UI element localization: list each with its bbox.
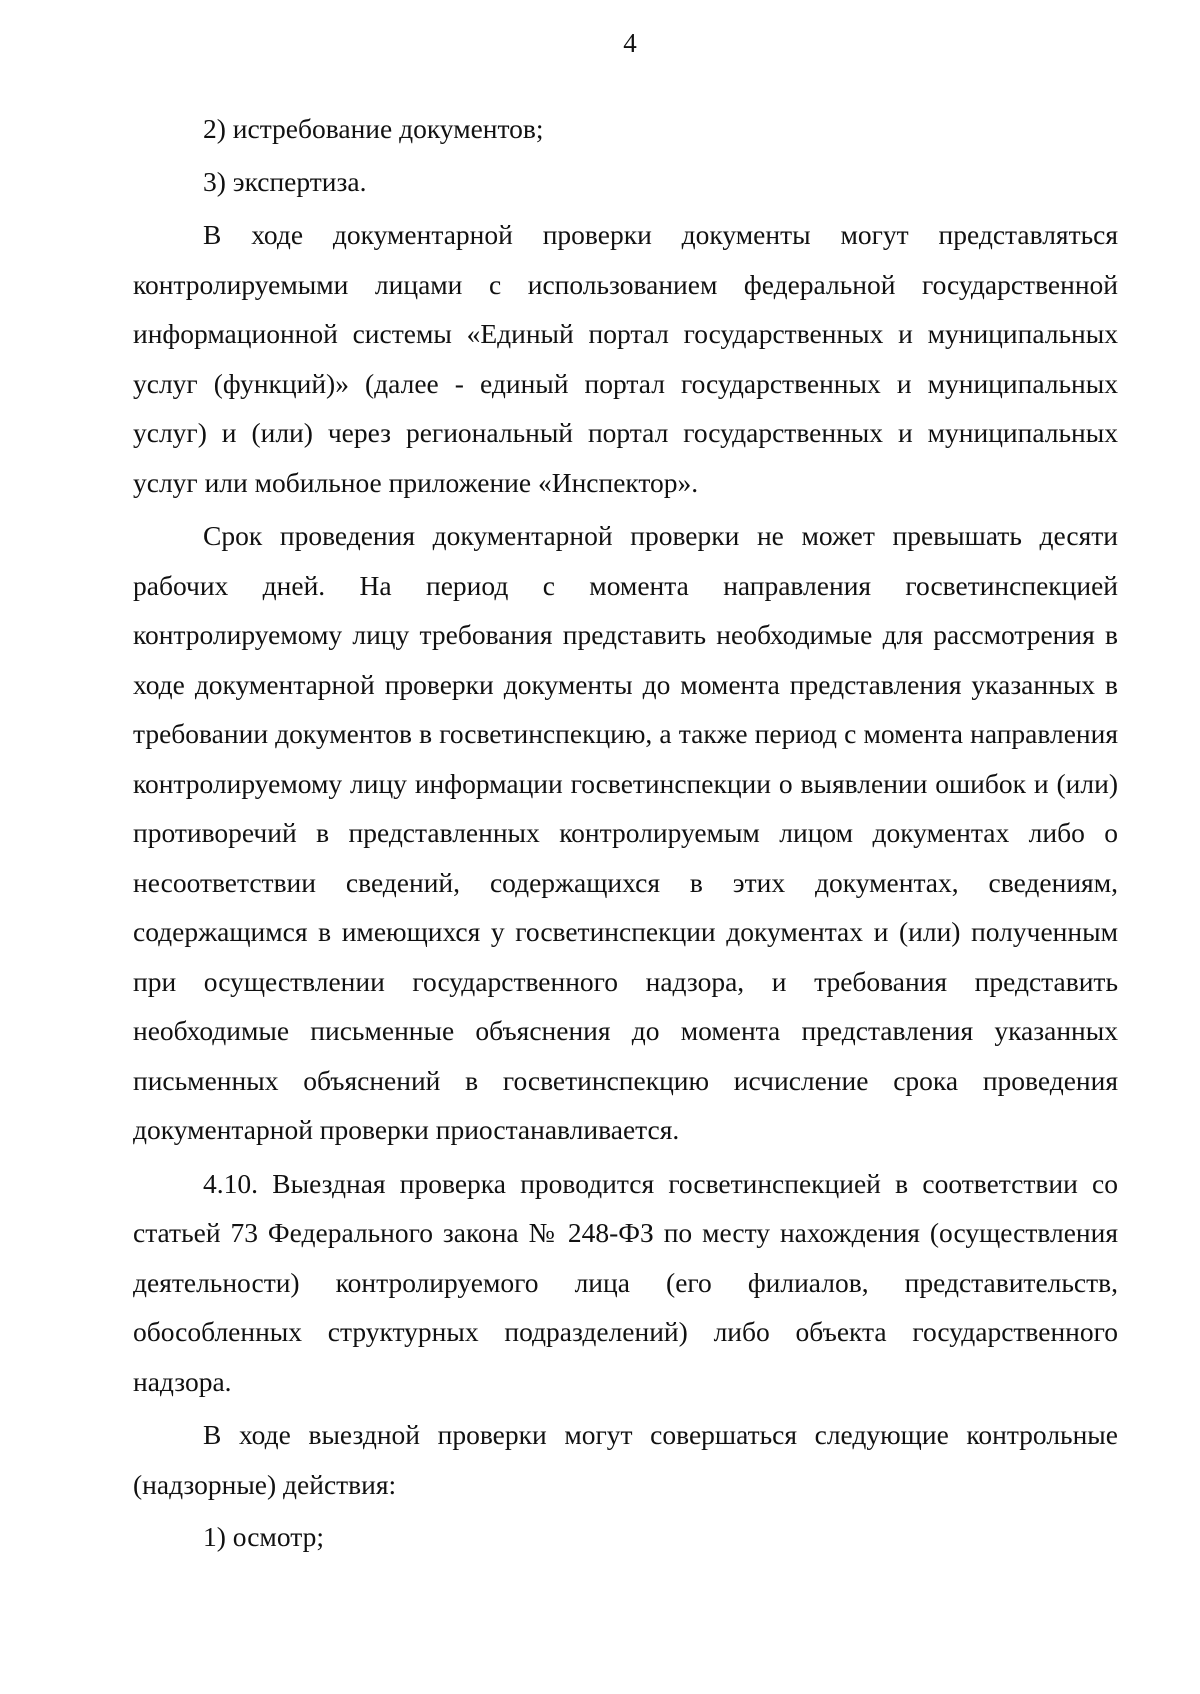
paragraph-document-check-duration: Срок проведения документарной проверки не может превышать десяти рабочих дней. На период с момента направления госветинспекцией контролируемому лицу требования представить необходимые для рассмотрения в ходе документарной проверки документы до момента представления указанных в требовании документов в госветинспекцию, а также период с момента направления контролируемому лицу информации госветинспекции о выявлении ошибок и (или) противоречий в представленных контролируемым лицом документах либо о несоответствии сведений, содержащихся в этих документах, сведениям, содержащимся в имеющихся у госветинспекции документах и (или) полученным при осуществлении государственного надзора, и требования представить необходимые письменные объяснения до момента представления указанных письменных объяснений в госветинспекцию исчисление срока проведения документарной проверки приостанавливается. [133,520,1118,1145]
paragraph-document-submission: В ходе документарной проверки документы могут представляться контролируемыми лицами с использованием федеральной государственной информационной системы «Единый портал государственных и муниципальных услуг (функций)» (далее - единый портал государственных и муниципальных услуг) и (или) через региональный портал государственных и муниципальных услуг или мобильное приложение «Инспектор». [133,219,1118,498]
list-item-document-request: 2) истребование документов; [203,113,544,144]
paragraph-onsite-actions: В ходе выездной проверки могут совершаться следующие контрольные (надзорные) действия: [133,1419,1118,1500]
list-item-inspection: 1) осмотр; [203,1521,324,1552]
paragraph-onsite-inspection: 4.10. Выездная проверка проводится госветинспекцией в соответствии со статьей 73 Федерального закона № 248-ФЗ по месту нахождения (осуществления деятельности) контролируемого лица (его филиалов, представительств, обособленных структурных подразделений) либо объекта государственного надзора. [133,1167,1118,1397]
list-item-expertise: 3) экспертиза. [203,165,367,197]
document-body [133,104,1118,1562]
page-number: 4 [623,28,637,58]
